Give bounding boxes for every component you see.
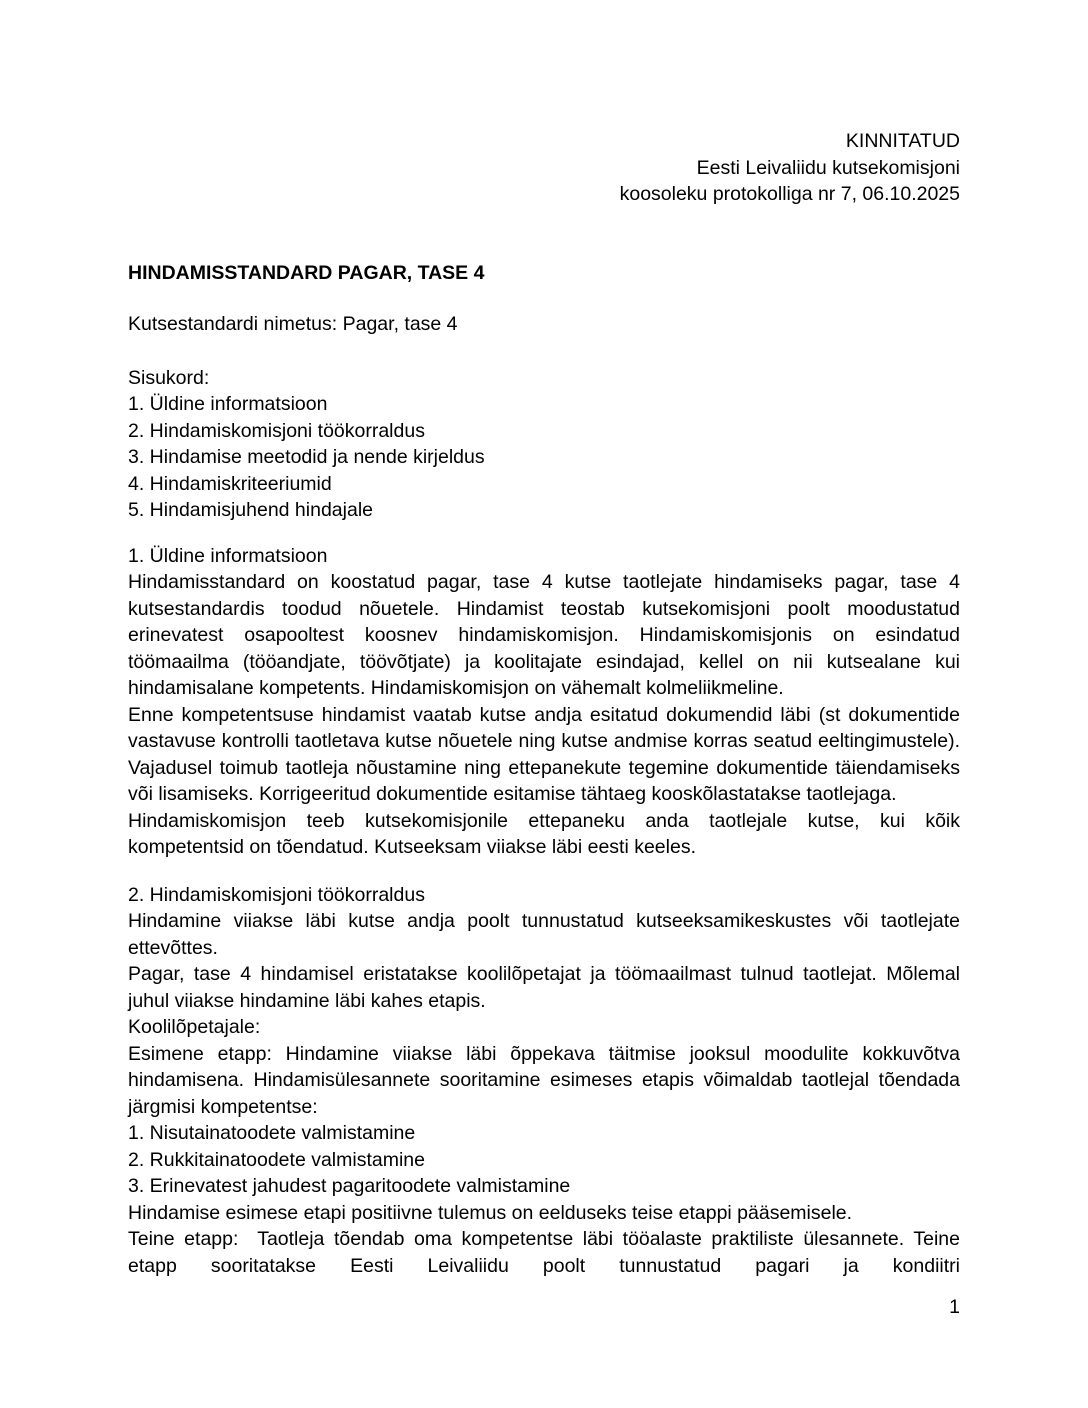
toc-item-3: 3. Hindamise meetodid ja nende kirjeldus bbox=[128, 446, 485, 468]
spacer bbox=[128, 861, 960, 882]
competence-list-item-1: 1. Nisutainatoodete valmistamine bbox=[128, 1122, 416, 1144]
toc-item-4: 4. Hindamiskriteeriumid bbox=[128, 472, 332, 495]
spacer bbox=[128, 286, 960, 311]
competence-list-item-2: 2. Rukkitainatoodete valmistamine bbox=[128, 1148, 425, 1171]
approval-line-1: KINNITATUD bbox=[845, 130, 960, 152]
toc-item-1: 1. Üldine informatsioon bbox=[128, 393, 328, 415]
section-2-paragraph-2: Pagar, tase 4 hindamisel eristatakse koolilõpetajat ja töömaailmast tulnud taotlejat. Mõlemal juhul viiakse hindamine läbi kahes etapis. bbox=[128, 963, 960, 1012]
toc-item-2: 2. Hindamiskomisjoni töökorraldus bbox=[128, 419, 425, 442]
section-2-paragraph-6: Teine etapp: Taotleja tõendab oma kompetentse läbi tööalaste praktiliste ülesannete. Teine etapp sooritatakse Eesti Leivaliidu poolt tunnustatud pagari ja kondiitri bbox=[128, 1228, 960, 1277]
table-of-contents bbox=[128, 365, 960, 524]
section-2-paragraph-4: Esimene etapp: Hindamine viiakse läbi õppekava täitmise jooksul moodulite kokkuvõtva hindamisena. Hindamisülesannete sooritamine esimeses etapis võimaldab taotlejal tõendada järgmisi kompetentse: bbox=[128, 1042, 960, 1118]
section-1 bbox=[128, 543, 960, 861]
section-2-paragraph-1: Hindamine viiakse läbi kutse andja poolt tunnustatud kutseeksamikeskustes või taotlejate ettevõttes. bbox=[128, 910, 960, 959]
competence-list-item-3: 3. Erinevatest jahudest pagaritoodete valmistamine bbox=[128, 1175, 571, 1197]
section-1-paragraph-2: Enne kompetentsuse hindamist vaatab kutse andja esitatud dokumendid läbi (st dokumentide vastavuse kontrolli taotletava kutse nõuetele ning kutse andmise korras seatud eeltingimustele). Vajadusel toimub taotleja nõustamine ning ettepanekute tegemine dokumentide täiendamiseks või lisamiseks. Korrigeeritud dokumentide esitamise tähtaeg kooskõlastatakse taotlejaga. bbox=[128, 703, 960, 805]
section-1-paragraph-1: Hindamisstandard on koostatud pagar, tase 4 kutse taotlejate hindamiseks pagar, tase 4 kutsestandardis toodud nõuetele. Hindamist teostab kutsekomisjoni poolt moodustatud erinevatest osapooltest koosnev hindamiskomisjon. Hindamiskomisjonis on esindatud töömaailma (tööandjate, töövõtjate) ja koolitajate esindajad, kellel on nii kutsealane kui hindamisalane kompetents. Hindamiskomisjon on vähemalt kolmeliikmeline. bbox=[128, 571, 960, 699]
section-2-paragraph-3: Koolilõpetajale: bbox=[128, 1016, 261, 1038]
spacer bbox=[128, 338, 960, 365]
section-2-heading: 2. Hindamiskomisjoni töökorraldus bbox=[128, 883, 425, 906]
spacer bbox=[128, 524, 960, 543]
approval-header bbox=[128, 128, 960, 208]
document-title: HINDAMISSTANDARD PAGAR, TASE 4 bbox=[128, 261, 485, 284]
approval-line-2: Eesti Leivaliidu kutsekomisjoni bbox=[696, 156, 960, 179]
toc-item-5: 5. Hindamisjuhend hindajale bbox=[128, 499, 373, 521]
section-2 bbox=[128, 882, 960, 1280]
page-number: 1 bbox=[949, 1296, 960, 1318]
standard-name: Kutsestandardi nimetus: Pagar, tase 4 bbox=[128, 313, 458, 335]
toc-heading: Sisukord: bbox=[128, 366, 210, 389]
section-1-heading: 1. Üldine informatsioon bbox=[128, 544, 328, 567]
spacer bbox=[128, 208, 960, 260]
section-2-paragraph-5: Hindamise esimese etapi positiivne tulemus on eelduseks teise etappi pääsemisele. bbox=[128, 1201, 853, 1224]
section-1-paragraph-3: Hindamiskomisjon teeb kutsekomisjonile ettepaneku anda taotlejale kutse, kui kõik kompetentsid on tõendatud. Kutseeksam viiakse läbi eesti keeles. bbox=[128, 809, 960, 858]
approval-line-3: koosoleku protokolliga nr 7, 06.10.2025 bbox=[619, 183, 960, 205]
